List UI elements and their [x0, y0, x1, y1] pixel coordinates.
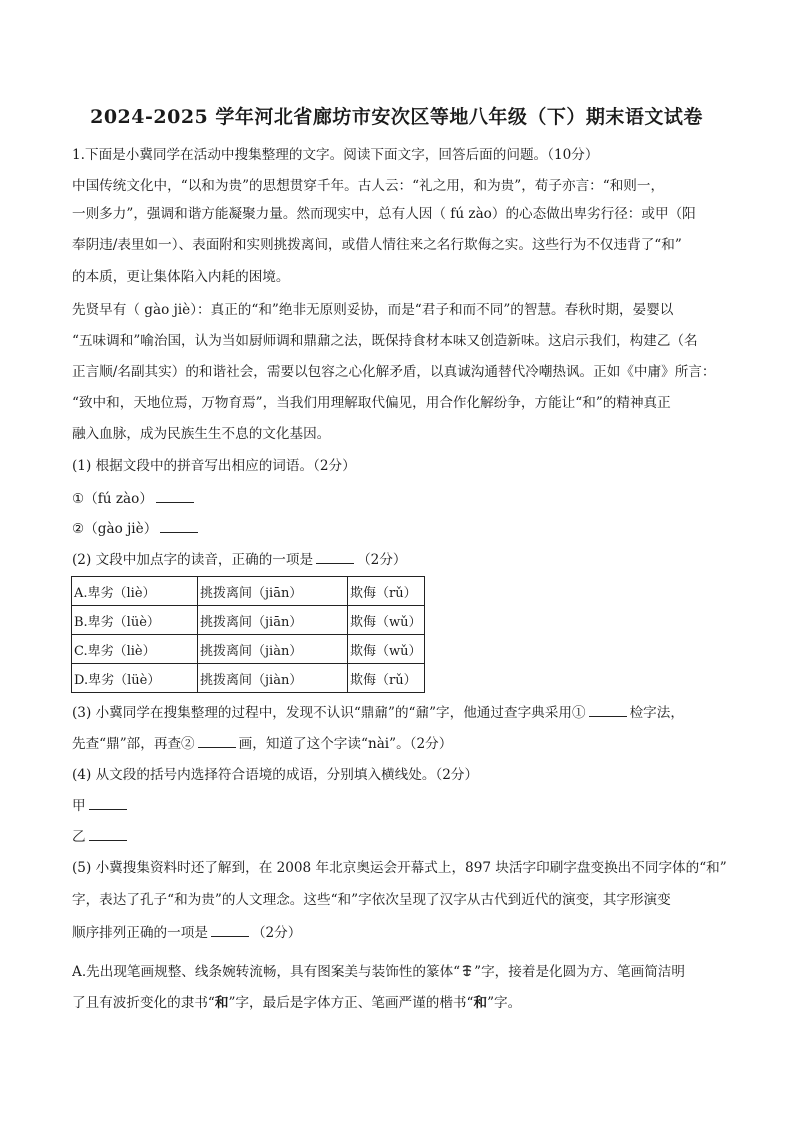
option-text: ”字。	[487, 995, 522, 1011]
sub-question-5-line	[72, 923, 732, 943]
sub-question-1-item	[72, 519, 732, 539]
table-row[interactable]	[72, 635, 425, 664]
seal-script-he-glyph-icon	[460, 964, 474, 978]
option-cell: 欺侮（wǔ）	[348, 635, 425, 664]
passage-line: “致中和，天地位焉，万物育焉”，当我们用理解取代偏见，用合作化解纷争，方能让“和”的精神真正	[72, 395, 671, 411]
passage-line: 融入血脉，成为民族生生不息的文化基因。	[72, 426, 331, 442]
option-cell: 挑拨离间（jiàn）	[198, 664, 348, 693]
regular-he-glyph: 和	[473, 995, 488, 1011]
option-text: ”字，最后是字体方正、笔画严谨的楷书“	[228, 995, 474, 1011]
passage-line: 先贤早有（ gào jiè）：真正的“和”绝非无原则妥协，而是“君子和而不同”的智慧。春秋时期，晏婴以	[72, 302, 674, 318]
passage-line: 的本质，更让集体陷入内耗的困境。	[72, 269, 290, 285]
answer-blank[interactable]	[160, 519, 198, 533]
sub-question-3-line	[72, 703, 732, 723]
prompt-text: 顺序排列正确的一项是	[72, 925, 208, 941]
prompt-text: (3) 小冀同学在搜集整理的过程中，发现不认识“鼎鼐”的“鼐”字，他通过查字典采用①	[72, 705, 586, 721]
option-cell: D.卑劣（lüè）	[72, 664, 198, 693]
option-text: A.先出现笔画规整、线条婉转流畅，具有图案美与装饰性的篆体“	[72, 964, 461, 980]
prompt-text: (2) 文段中加点字的读音，正确的一项是	[72, 552, 314, 568]
table-row[interactable]	[72, 664, 425, 693]
options-table	[71, 576, 425, 693]
item-label: 甲	[72, 798, 86, 814]
option-cell: 欺侮（wǔ）	[348, 606, 425, 635]
sub-question-4-item	[72, 796, 732, 816]
sub-question-4-item	[72, 827, 732, 847]
prompt-text: 先查“鼎”部，再查②	[72, 736, 195, 752]
sub-question-3-line	[72, 734, 732, 754]
score-text: （2分）	[357, 552, 407, 568]
sub-question-1-prompt: (1) 根据文段中的拼音写出相应的词语。（2分）	[72, 458, 356, 474]
passage-line: 奉阴违/表里如一）、表面附和实则挑拨离间，或借人情往来之名行欺侮之实。这些行为不仅违背了“和”	[72, 237, 682, 253]
item-label: ①（fú zào）	[72, 491, 153, 507]
sub-question-5-line: 字，表达了孔子“和为贵”的人文理念。这些“和”字依次呈现了汉字从古代到近代的演变，其字形演变	[72, 892, 671, 908]
passage-line: 一则多力”，强调和谐方能凝聚力量。然而现实中，总有人因（ fú zào）的心态做出卑劣行径：或甲（阳	[72, 206, 696, 222]
sub-question-4-prompt: (4) 从文段的括号内选择符合语境的成语，分别填入横线处。（2分）	[72, 767, 479, 783]
option-text: ”字，接着是化圆为方、笔画简洁明	[474, 964, 685, 980]
item-label: 乙	[72, 829, 86, 845]
answer-blank[interactable]	[89, 827, 127, 841]
option-cell: 欺侮（rǔ）	[348, 664, 425, 693]
answer-blank[interactable]	[589, 703, 627, 717]
sub-question-5-line: (5) 小冀搜集资料时还了解到，在 2008 年北京奥运会开幕式上，897 块活字印刷字盘变换出不同字体的“和”	[72, 860, 727, 876]
option-cell: A.卑劣（liè）	[72, 577, 198, 606]
option-cell: 挑拨离间（jiān）	[198, 606, 348, 635]
answer-blank[interactable]	[156, 489, 194, 503]
item-label: ②（gào jiè）	[72, 521, 158, 537]
answer-blank[interactable]	[211, 923, 249, 937]
option-a-line	[72, 993, 732, 1013]
answer-blank[interactable]	[89, 796, 127, 810]
sub-question-2-prompt	[72, 550, 732, 570]
option-cell: B.卑劣（lüè）	[72, 606, 198, 635]
passage-line: 中国传统文化中，“以和为贵”的思想贯穿千年。古人云：“礼之用，和为贵”，荀子亦言：“和则一，	[72, 178, 665, 194]
passage-line: “五味调和”喻治国，认为当如厨师调和鼎鼐之法，既保持食材本味又创造新味。这启示我们，构建乙（名	[72, 333, 698, 349]
option-cell: C.卑劣（liè）	[72, 635, 198, 664]
option-a-line	[72, 962, 732, 982]
table-row[interactable]	[72, 606, 425, 635]
prompt-text: 画，知道了这个字读“nài”。（2分）	[238, 736, 453, 752]
option-cell: 挑拨离间（jiàn）	[198, 635, 348, 664]
score-text: （2分）	[251, 925, 302, 941]
question-1-intro: 1.下面是小冀同学在活动中搜集整理的文字。阅读下面文字，回答后面的问题。（10分）	[72, 147, 599, 163]
prompt-text: 检字法，	[629, 705, 684, 721]
passage-line: 正言顺/名副其实）的和谐社会，需要以包容之心化解矛盾，以真诚沟通替代冷嘲热讽。正如《中庸》所言：	[72, 364, 716, 380]
answer-blank[interactable]	[198, 734, 236, 748]
clerical-he-glyph: 和	[214, 995, 229, 1011]
sub-question-1-item	[72, 489, 732, 509]
option-text: 了且有波折变化的隶书“	[72, 995, 215, 1011]
exam-title: 2024-2025 学年河北省廊坊市安次区等地八年级（下）期末语文试卷	[90, 106, 703, 128]
answer-blank[interactable]	[316, 550, 354, 564]
table-row[interactable]	[72, 577, 425, 606]
option-cell: 挑拨离间（jiān）	[198, 577, 348, 606]
option-cell: 欺侮（rǔ）	[348, 577, 425, 606]
